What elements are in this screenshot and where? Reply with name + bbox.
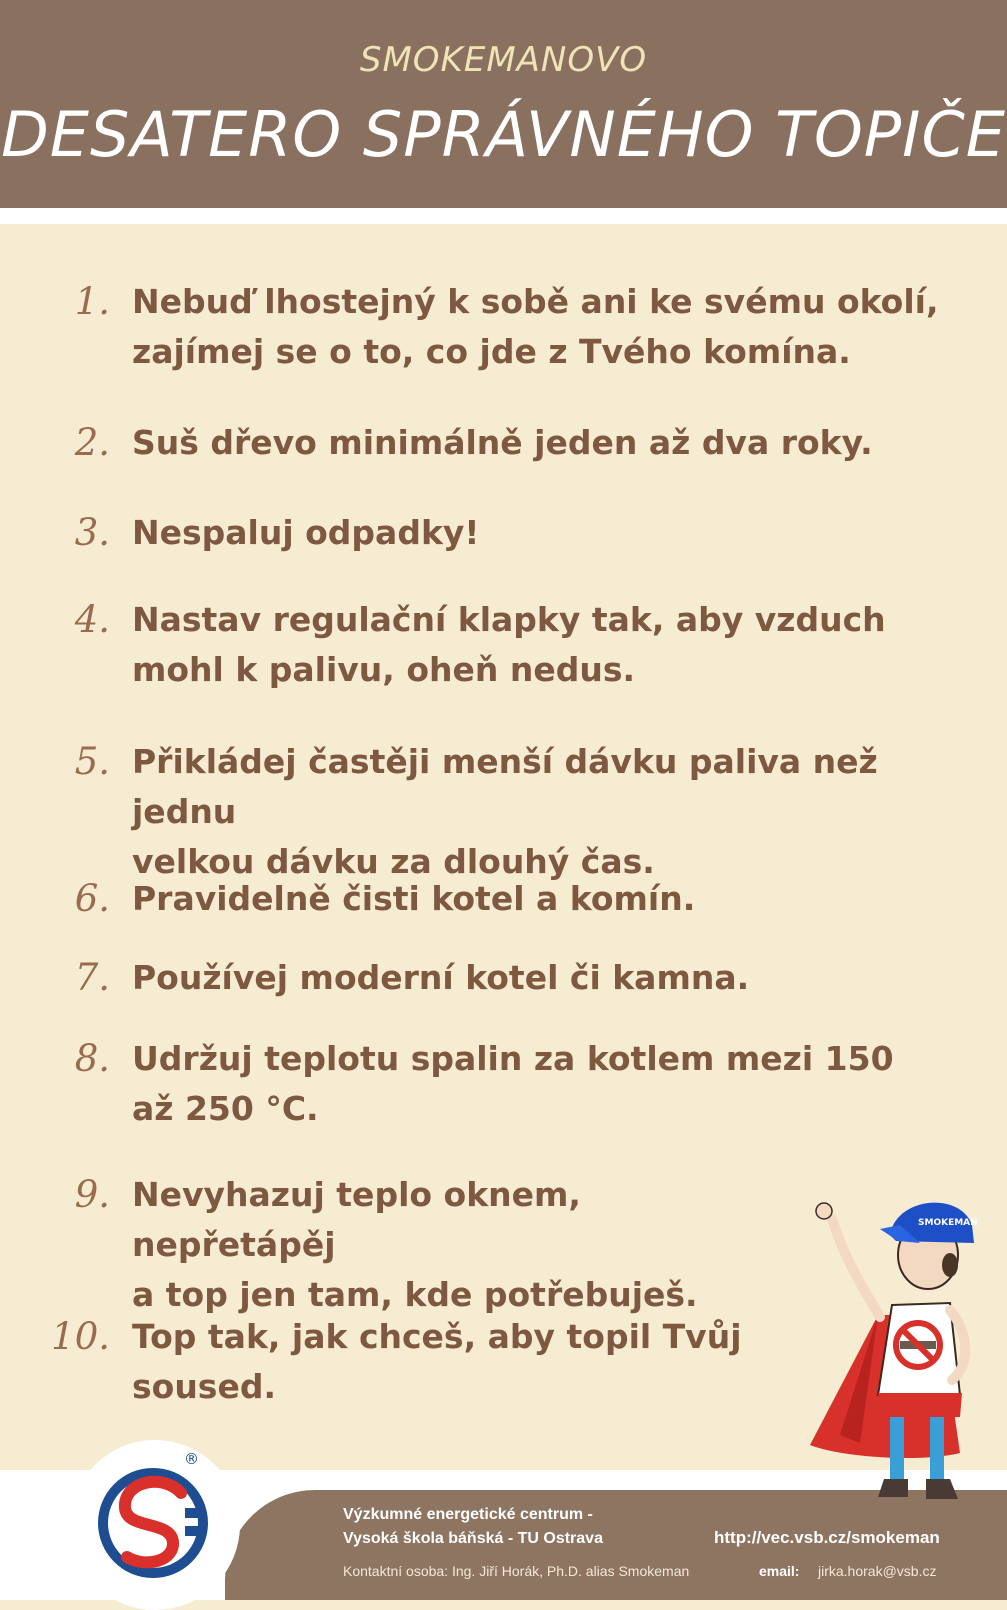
rule-number: 2. <box>74 421 110 464</box>
superhero-smokeman-mascot-icon <box>800 1195 1000 1515</box>
rule-line: a top jen tam, kde potřebuješ. <box>132 1275 698 1314</box>
rule-text <box>132 508 962 558</box>
rule-line: velkou dávku za dlouhý čas. <box>132 842 655 881</box>
rule-line: Nebuď lhostejný k sobě ani ke svému okolí, <box>132 282 939 321</box>
rule-line: až 250 °C. <box>132 1089 319 1128</box>
rule-text <box>132 874 962 924</box>
rule-number: 7. <box>74 956 110 999</box>
rule-line: zajímej se o to, co jde z Tvého komína. <box>132 332 851 371</box>
rule-line: Nevyhazuj teplo oknem, nepřetápěj <box>132 1175 581 1264</box>
rule-text <box>132 953 962 1003</box>
email-label: email: <box>759 1563 800 1579</box>
rule-line: Používej moderní kotel či kamna. <box>132 958 750 997</box>
vsb-energy-centre-logo-icon <box>93 1463 213 1583</box>
website-link[interactable]: http://vec.vsb.cz/smokeman <box>714 1528 940 1547</box>
rule-line: Pravidelně čisti kotel a komín. <box>132 879 696 918</box>
header-kicker: SMOKEMANOVO <box>359 40 648 80</box>
rule-line: Udržuj teplotu spalin za kotlem mezi 150 <box>132 1039 894 1078</box>
email-link[interactable]: jirka.horak@vsb.cz <box>818 1563 937 1579</box>
rule-number: 5. <box>74 740 110 783</box>
registered-mark: ® <box>184 1450 199 1468</box>
rule-number: 10. <box>51 1315 110 1358</box>
rule-number: 3. <box>74 511 110 554</box>
rule-text <box>132 418 962 468</box>
rule-text <box>132 595 962 695</box>
rule-text <box>132 1170 792 1320</box>
org-line-1: Výzkumné energetické centrum - <box>343 1506 593 1523</box>
rule-line: Nastav regulační klapky tak, aby vzduch <box>132 600 886 639</box>
helmet-label: SMOKEMAN <box>918 1218 978 1228</box>
contact-person: Kontaktní osoba: Ing. Jiří Horák, Ph.D. alias Smokeman <box>343 1563 690 1579</box>
rule-line: Nespaluj odpadky! <box>132 513 480 552</box>
header-banner <box>0 0 1007 208</box>
rule-line: Přikládej častěji menší dávku paliva než jednu <box>132 742 878 831</box>
rule-number: 9. <box>74 1173 110 1216</box>
rule-text <box>132 1312 832 1412</box>
rule-number: 8. <box>74 1037 110 1080</box>
rule-line: Top tak, jak chceš, aby topil Tvůj soused. <box>132 1317 742 1406</box>
rule-text <box>132 1034 962 1134</box>
header-divider <box>0 208 1007 224</box>
rule-line: mohl k palivu, oheň nedus. <box>132 650 636 689</box>
rule-number: 6. <box>74 877 110 920</box>
rule-number: 1. <box>74 280 110 323</box>
page-title: DESATERO SPRÁVNÉHO TOPIČE <box>1 98 1006 171</box>
rule-text <box>132 737 962 887</box>
rule-number: 4. <box>74 598 110 641</box>
rule-line: Suš dřevo minimálně jeden až dva roky. <box>132 423 873 462</box>
org-line-2: Vysoká škola báňská - TU Ostrava <box>343 1530 603 1547</box>
rule-text <box>132 277 962 377</box>
